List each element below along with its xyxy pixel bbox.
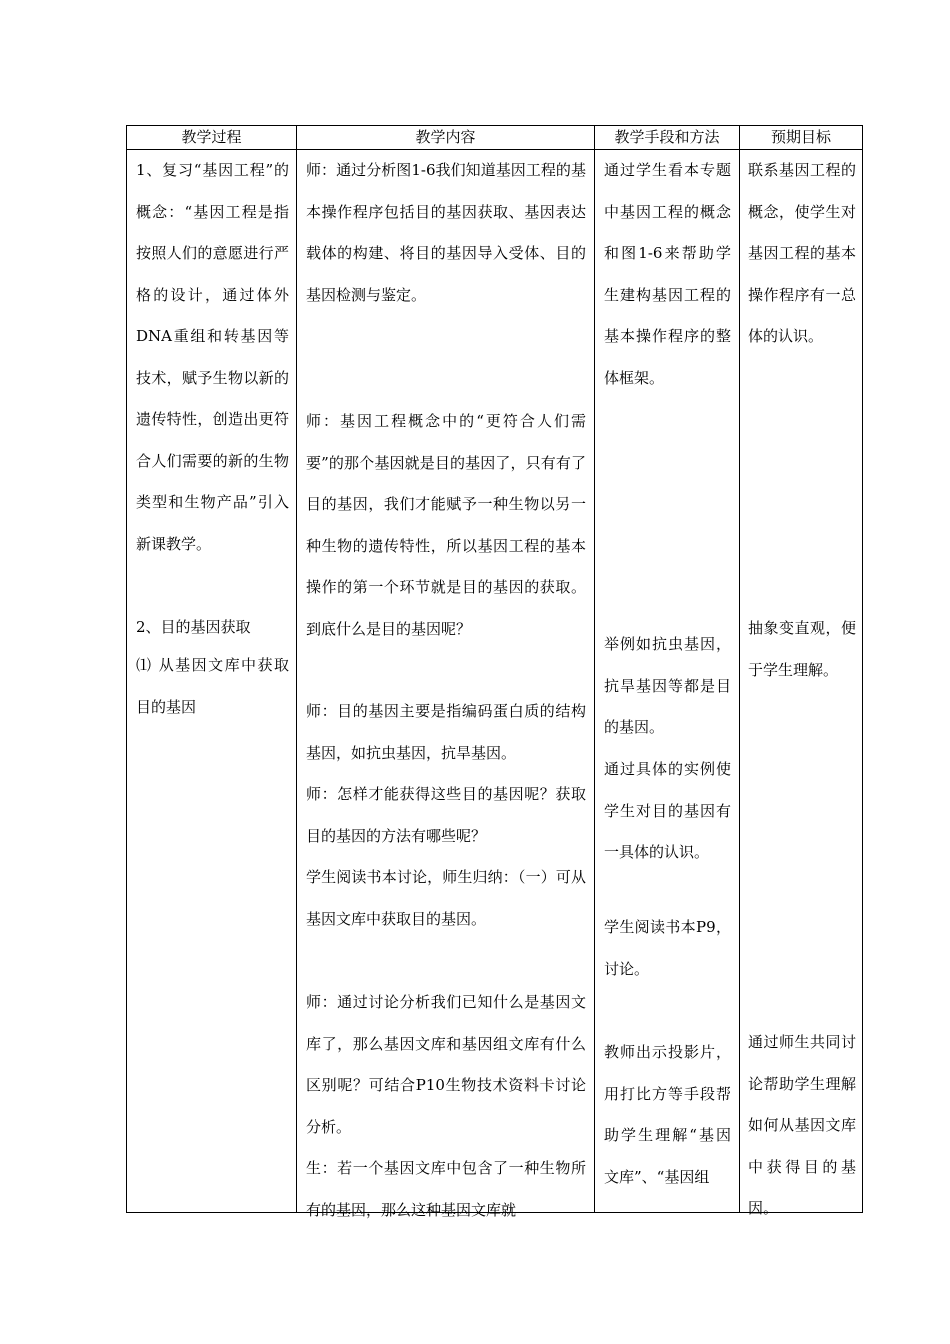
cell-teaching-content xyxy=(297,150,595,1219)
content-para-3: 师：目的基因主要是指编码蛋白质的结构基因，如抗虫基因，抗旱基因。 xyxy=(306,702,586,762)
table-header-row xyxy=(127,126,863,150)
cell-teaching-process xyxy=(127,150,297,1213)
content-para-4: 师：怎样才能获得这些目的基因呢？获取目的基因的方法有哪些呢？ xyxy=(306,785,586,845)
content-para-6: 师：通过讨论分析我们已知什么是基因文库了，那么基因文库和基因组文库有什么区别呢？可结合P10生物技术资料卡讨论分析。 xyxy=(306,993,586,1136)
goals-para-3: 通过师生共同讨论帮助学生理解如何从基因文库中获得目的基因。 xyxy=(748,1033,856,1217)
process-step-2-1: ⑴ 从基因文库中获取目的基因 xyxy=(136,656,289,716)
content-para-5: 学生阅读书本讨论，师生归纳：（一）可从基因文库中获取目的基因。 xyxy=(306,868,586,928)
methods-para-2: 举例如抗虫基因，抗旱基因等都是目的基因。 xyxy=(604,635,731,736)
content-para-7: 生：若一个基因文库中包含了一种生物所有的基因，那么这种基因文库就 xyxy=(306,1159,586,1219)
methods-para-1: 通过学生看本专题中基因工程的概念和图1-6来帮助学生建构基因工程的基本操作程序的整体框架。 xyxy=(604,161,731,387)
process-step-2: 2、目的基因获取 xyxy=(136,618,251,636)
content-para-2: 师：基因工程概念中的“更符合人们需要”的那个基因就是目的基因了，只有有了目的基因，我们才能赋予一种生物以另一种生物的遗传特性，所以基因工程的基本操作的第一个环节就是目的基因的获取。到底什么是目的基因呢？ xyxy=(306,412,586,638)
lesson-plan-table xyxy=(126,125,863,1219)
header-teaching-process: 教学过程 xyxy=(127,126,297,150)
methods-para-5: 教师出示投影片，用打比方等手段帮助学生理解“基因文库”、“基因组 xyxy=(604,1043,731,1186)
header-teaching-methods: 教学手段和方法 xyxy=(595,126,740,150)
goals-para-1: 联系基因工程的概念，使学生对基因工程的基本操作程序有一总体的认识。 xyxy=(748,161,856,345)
header-teaching-content: 教学内容 xyxy=(297,126,595,150)
methods-para-4: 学生阅读书本P9，讨论。 xyxy=(604,918,731,978)
methods-para-3: 通过具体的实例使学生对目的基因有一具体的认识。 xyxy=(604,760,731,861)
goals-para-2: 抽象变直观，便于学生理解。 xyxy=(748,619,856,679)
table-row xyxy=(127,150,863,1213)
header-expected-goals: 预期目标 xyxy=(740,126,863,150)
process-review-concept: 1、复习“基因工程”的概念：“基因工程是指按照人们的意愿进行严格的设计，通过体外DNA重组和转基因等技术，赋予生物以新的遗传特性，创造出更符合人们需要的新的生物类型和生物产品”引入新课教学。 xyxy=(136,161,289,553)
content-para-1: 师：通过分析图1-6我们知道基因工程的基本操作程序包括目的基因获取、基因表达载体的构建、将目的基因导入受体、目的基因检测与鉴定。 xyxy=(306,161,586,304)
cell-teaching-methods xyxy=(595,150,740,1213)
cell-expected-goals xyxy=(740,150,863,1217)
